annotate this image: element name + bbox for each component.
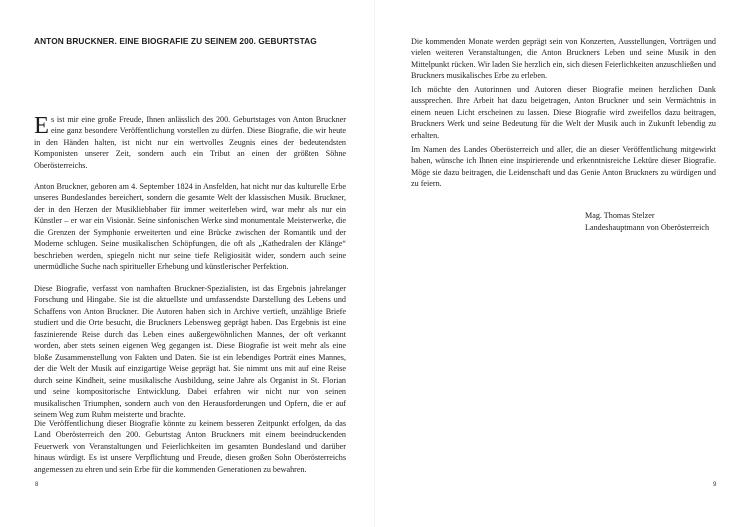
body-paragraph-3: Diese Biografie, verfasst von namhaften Bruckner-Spezialisten, ist das Ergebnis jahrelanger Forschung und Hingabe. Sie ist die aktuellste und umfassendste Darstellung des Lebens und Schaffens von Anton Bruckner. Die Autoren haben sich in Archive vertieft, unzählige Briefe studiert und die Orte besucht, die Bruckners Lebensweg geprägt haben. Das Ergebnis ist eine faszinierende Reise durch das Leben eines außergewöhnlichen Mannes, der oft verkannt worden, aber stets seinen eigenen Weg gegangen ist. Diese Biografie ist weit mehr als eine bloße Zusammenstellung von Fakten und Daten. Sie ist ein lebendiges Porträt eines Mannes, der die Welt der Musik auf einzigartige Weise geprägt hat. Sie nimmt uns mit auf eine Reise durch seine Kindheit, seine musikalische Ausbildung, seine Jahre als Organist in St. Florian und seine kompositorische Entwicklung. Dabei erfahren wir nicht nur von seinen musikalischen Triumphen, sondern auch von den Herausforderungen und Opfern, die er auf seinem Weg zum Ruhm meisterte und brachte. [34, 284, 346, 419]
intro-paragraph-text: s ist mir eine große Freude, Ihnen anlässlich des 200. Geburtstages von Anton Bruckner eine ganz besondere Veröffentlichung vorstellen zu dürfen. Diese Biografie, die wir heute in den Händen halten, ist nicht nur ein wertvolles Zeugnis eines der bedeutendsten Komponisten unserer Zeit, sondern auch ein Tribut an einen der größten Söhne Oberösterreichs. [34, 115, 346, 170]
body-paragraph-2: Anton Bruckner, geboren am 4. September 1824 in Ansfelden, hat nicht nur das kulturelle Erbe unseres Bundeslandes bereichert, sondern die gesamte Welt der klassischen Musik. Bruckner, der in den Herzen der Musikliebhaber für immer weiterleben wird, war mehr als nur ein Künstler – er war ein Visionär. Seine sinfonischen Werke sind monumentale Meisterwerke, die die Grenzen der Symphonie erweiterten und eine Brücke zwischen der Romantik und der Moderne schlugen. Seine musikalischen Schöpfungen, die oft als „Kathedralen der Klänge“ beschrieben werden, spiegeln nicht nur seine tiefe Religiosität wider, sondern auch seine unermüdliche Suche nach spiritueller Erhebung und künstlerischer Perfektion. [34, 182, 346, 272]
signature-block [585, 210, 709, 233]
body-paragraph-4: Die Veröffentlichung dieser Biografie könnte zu keinem besseren Zeitpunkt erfolgen, da das Land Oberösterreich den 200. Geburtstag Anton Bruckners mit einem beeindruckenden Feuerwerk von Veranstaltungen und Feierlichkeiten im gesamten Bundesland und darüber hinaus würdigt. Es ist unsere Verpflichtung und Freude, diesen großen Sohn Oberösterreichs angemessen zu ehren und sein Erbe für die kommenden Generationen zu bewahren. [34, 419, 346, 474]
body-paragraph-7: Im Namen des Landes Oberösterreich und aller, die an dieser Veröffentlichung mitgewirkt haben, wünsche ich Ihnen eine inspirierende und erkenntnisreiche Lektüre dieser Biografie. Möge sie dazu beitragen, die Leidenschaft und das Genie Anton Bruckners zu würdigen und zu feiern. [411, 145, 716, 189]
intro-paragraph [34, 114, 346, 171]
page-number-left: 8 [35, 482, 39, 488]
signature-name: Mag. Thomas Stelzer [585, 211, 655, 220]
drop-cap: E [34, 112, 49, 139]
page-heading: ANTON BRUCKNER. EINE BIOGRAFIE ZU SEINEM 200. GEBURTSTAG [34, 36, 317, 46]
body-paragraph-6: Ich möchte den Autorinnen und Autoren dieser Biografie meinen herzlichen Dank aussprechen. Ihre Arbeit hat dazu beigetragen, Anton Bruckner und sein Vermächtnis in einem neuen Licht erscheinen zu lassen. Diese Biografie wird zweifellos dazu beitragen, Bruckners Werk und seine Bedeutung für die Welt der Musik auch in Zukunft lebendig zu erhalten. [411, 85, 716, 140]
signature-title: Landeshauptmann von Oberösterreich [585, 222, 710, 232]
body-paragraph-5: Die kommenden Monate werden geprägt sein von Konzerten, Ausstellungen, Vorträgen und vielen weiteren Veranstaltungen, die Anton Bruckners Leben und seine Musik in den Mittelpunkt rücken. Wir laden Sie herzlich ein, sich diesen Feierlichkeiten anzuschließen und Bruckners musikalisches Erbe zu erleben. [411, 37, 716, 81]
page-number-right: 9 [713, 482, 717, 488]
